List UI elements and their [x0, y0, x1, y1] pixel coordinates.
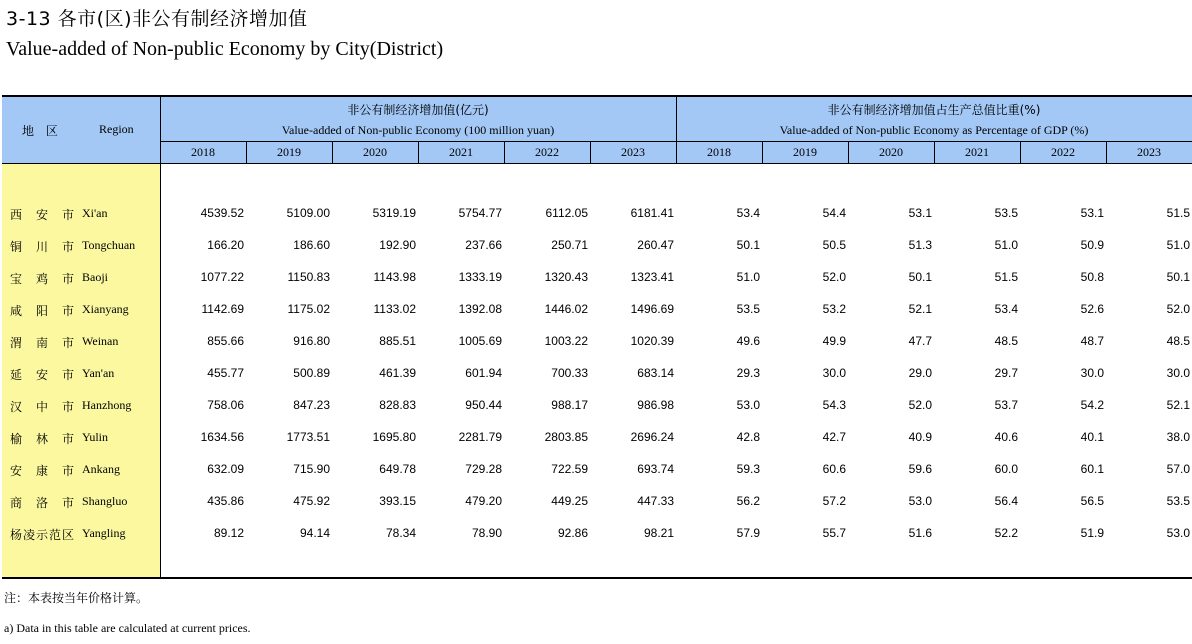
value-cell: 1133.02 — [373, 302, 416, 316]
value-cell: 1333.19 — [458, 270, 502, 284]
year-divider-rule — [504, 141, 505, 163]
percentage-cell: 59.3 — [736, 462, 760, 476]
year-header-cell: 2020 — [363, 145, 387, 159]
region-name-cn: 杨凌示范区 — [10, 528, 74, 542]
value-cell: 5754.77 — [458, 206, 502, 220]
group1-header-cn: 非公有制经济增加值(亿元) — [347, 103, 489, 117]
table-row — [0, 394, 1192, 416]
region-name-cn: 渭南市 — [10, 336, 74, 350]
year-divider-rule — [1020, 141, 1021, 163]
table-row — [0, 522, 1192, 544]
region-name-en: Yulin — [82, 430, 109, 444]
table-row — [0, 490, 1192, 512]
percentage-cell: 53.0 — [908, 494, 932, 508]
percentage-cell: 51.0 — [1166, 238, 1190, 252]
percentage-cell: 53.5 — [994, 206, 1018, 220]
percentage-cell: 50.1 — [736, 238, 760, 252]
value-cell: 1143.98 — [373, 270, 416, 284]
value-cell: 461.39 — [379, 366, 416, 380]
table-row — [0, 458, 1192, 480]
percentage-cell: 52.0 — [1166, 302, 1190, 316]
value-cell: 885.51 — [379, 334, 416, 348]
year-header-cell: 2023 — [621, 145, 645, 159]
value-cell: 1634.56 — [200, 430, 244, 444]
percentage-cell: 42.8 — [736, 430, 760, 444]
percentage-cell: 52.0 — [822, 270, 846, 284]
table-row — [0, 362, 1192, 384]
percentage-cell: 55.7 — [822, 526, 846, 540]
table-row — [0, 266, 1192, 288]
region-name-cn: 汉中市 — [10, 400, 74, 414]
year-divider-rule — [848, 141, 849, 163]
value-cell: 758.06 — [207, 398, 244, 412]
percentage-cell: 57.2 — [822, 494, 846, 508]
percentage-cell: 59.6 — [908, 462, 932, 476]
year-header-cell: 2018 — [191, 145, 215, 159]
percentage-cell: 53.1 — [908, 206, 932, 220]
region-name-cn: 西安市 — [10, 208, 74, 222]
year-divider-rule — [762, 141, 763, 163]
percentage-cell: 54.2 — [1080, 398, 1104, 412]
region-name-en: Yangling — [82, 526, 126, 540]
percentage-cell: 53.4 — [736, 206, 760, 220]
value-cell: 632.09 — [207, 462, 244, 476]
value-cell: 715.90 — [293, 462, 330, 476]
year-header-cell: 2021 — [965, 145, 989, 159]
percentage-cell: 51.0 — [736, 270, 760, 284]
percentage-cell: 40.9 — [908, 430, 932, 444]
value-cell: 729.28 — [465, 462, 502, 476]
year-divider-rule — [590, 141, 591, 163]
region-name-en: Ankang — [82, 462, 120, 476]
year-header-cell: 2022 — [535, 145, 559, 159]
region-header-cn: 地 区 — [22, 124, 62, 138]
region-name-en: Weinan — [82, 334, 119, 348]
value-cell: 1020.39 — [630, 334, 674, 348]
table-row — [0, 426, 1192, 448]
percentage-cell: 53.7 — [994, 398, 1018, 412]
value-cell: 1175.02 — [287, 302, 330, 316]
percentage-cell: 52.2 — [994, 526, 1018, 540]
percentage-cell: 52.1 — [908, 302, 932, 316]
header-bottom-rule — [2, 163, 1192, 164]
percentage-cell: 48.7 — [1080, 334, 1104, 348]
percentage-cell: 53.2 — [822, 302, 846, 316]
value-cell: 601.94 — [465, 366, 502, 380]
value-cell: 649.78 — [379, 462, 416, 476]
percentage-cell: 60.6 — [822, 462, 846, 476]
region-header-en: Region — [99, 122, 134, 136]
percentage-cell: 57.9 — [736, 526, 760, 540]
percentage-cell: 52.1 — [1166, 398, 1190, 412]
value-cell: 2281.79 — [458, 430, 502, 444]
percentage-cell: 51.3 — [908, 238, 932, 252]
percentage-cell: 29.7 — [994, 366, 1018, 380]
percentage-cell: 29.3 — [736, 366, 760, 380]
percentage-cell: 51.5 — [1166, 206, 1190, 220]
year-header-cell: 2023 — [1137, 145, 1161, 159]
value-cell: 260.47 — [637, 238, 674, 252]
value-cell: 237.66 — [465, 238, 502, 252]
value-cell: 1446.02 — [544, 302, 588, 316]
percentage-cell: 54.3 — [822, 398, 846, 412]
percentage-cell: 48.5 — [1166, 334, 1190, 348]
value-cell: 1392.08 — [458, 302, 502, 316]
table-row — [0, 330, 1192, 352]
percentage-cell: 51.9 — [1080, 526, 1104, 540]
region-name-cn: 延安市 — [10, 368, 74, 382]
value-cell: 500.89 — [293, 366, 330, 380]
value-cell: 855.66 — [207, 334, 244, 348]
value-cell: 1496.69 — [630, 302, 674, 316]
value-cell: 1003.22 — [544, 334, 588, 348]
value-cell: 455.77 — [207, 366, 244, 380]
page-title-cn: 3-13 各市(区)非公有制经济增加值 — [6, 8, 308, 30]
percentage-cell: 50.1 — [1166, 270, 1190, 284]
percentage-cell: 53.0 — [1166, 526, 1190, 540]
value-cell: 479.20 — [465, 494, 502, 508]
value-cell: 6181.41 — [630, 206, 674, 220]
percentage-cell: 29.0 — [908, 366, 932, 380]
value-cell: 186.60 — [293, 238, 330, 252]
year-header-cell: 2020 — [879, 145, 903, 159]
year-divider-rule — [246, 141, 247, 163]
table-row — [0, 298, 1192, 320]
value-cell: 1320.43 — [544, 270, 588, 284]
year-divider-rule — [934, 141, 935, 163]
table-row — [0, 202, 1192, 224]
value-cell: 250.71 — [551, 238, 588, 252]
value-cell: 435.86 — [207, 494, 244, 508]
value-cell: 5319.19 — [372, 206, 416, 220]
value-cell: 1150.83 — [287, 270, 330, 284]
value-cell: 5109.00 — [286, 206, 330, 220]
value-cell: 986.98 — [637, 398, 674, 412]
percentage-cell: 50.1 — [908, 270, 932, 284]
year-header-cell: 2022 — [1051, 145, 1075, 159]
percentage-cell: 40.1 — [1080, 430, 1104, 444]
value-cell: 447.33 — [637, 494, 674, 508]
value-cell: 683.14 — [637, 366, 674, 380]
percentage-cell: 51.0 — [994, 238, 1018, 252]
table-row — [0, 234, 1192, 256]
year-header-cell: 2021 — [449, 145, 473, 159]
percentage-cell: 38.0 — [1166, 430, 1190, 444]
percentage-cell: 47.7 — [908, 334, 932, 348]
value-cell: 92.86 — [557, 526, 588, 540]
value-cell: 1695.80 — [372, 430, 416, 444]
table-bottom-rule — [2, 577, 1192, 579]
percentage-cell: 49.9 — [822, 334, 846, 348]
value-cell: 1773.51 — [286, 430, 330, 444]
value-cell: 847.23 — [293, 398, 330, 412]
value-cell: 98.21 — [643, 526, 674, 540]
percentage-cell: 56.5 — [1080, 494, 1104, 508]
percentage-cell: 40.6 — [994, 430, 1018, 444]
region-name-en: Yan'an — [82, 366, 115, 380]
year-header-cell: 2019 — [277, 145, 301, 159]
percentage-cell: 53.5 — [1166, 494, 1190, 508]
group2-header-en: Value-added of Non-public Economy as Percentage of GDP (%) — [779, 123, 1089, 137]
value-cell: 2803.85 — [544, 430, 588, 444]
percentage-cell: 49.6 — [736, 334, 760, 348]
percentage-cell: 52.6 — [1080, 302, 1104, 316]
region-name-cn: 铜川市 — [10, 240, 74, 254]
percentage-cell: 50.5 — [822, 238, 846, 252]
value-cell: 449.25 — [551, 494, 588, 508]
value-cell: 1077.22 — [200, 270, 244, 284]
value-cell: 6112.05 — [545, 206, 588, 220]
footnote-cn: 注：本表按当年价格计算。 — [4, 591, 149, 605]
region-name-en: Xianyang — [82, 302, 129, 316]
value-cell: 1323.41 — [630, 270, 674, 284]
group2-header-cn: 非公有制经济增加值占生产总值比重(%) — [827, 103, 1041, 117]
region-name-cn: 商洛市 — [10, 496, 74, 510]
group1-header-en: Value-added of Non-public Economy (100 million yuan) — [281, 123, 555, 137]
percentage-cell: 50.9 — [1080, 238, 1104, 252]
value-cell: 78.90 — [471, 526, 502, 540]
table-top-rule — [2, 95, 1192, 97]
value-cell: 828.83 — [379, 398, 416, 412]
value-cell: 89.12 — [213, 526, 244, 540]
percentage-cell: 30.0 — [1080, 366, 1104, 380]
year-header-cell: 2019 — [793, 145, 817, 159]
percentage-cell: 30.0 — [822, 366, 846, 380]
percentage-cell: 56.2 — [736, 494, 760, 508]
value-cell: 916.80 — [293, 334, 330, 348]
percentage-cell: 51.6 — [908, 526, 932, 540]
region-name-en: Shangluo — [82, 494, 128, 508]
value-cell: 78.34 — [385, 526, 416, 540]
percentage-cell: 53.0 — [736, 398, 760, 412]
region-name-cn: 安康市 — [10, 464, 74, 478]
percentage-cell: 42.7 — [822, 430, 846, 444]
value-cell: 192.90 — [379, 238, 416, 252]
value-cell: 393.15 — [379, 494, 416, 508]
value-cell: 166.20 — [207, 238, 244, 252]
page-title-en: Value-added of Non-public Economy by City(District) — [6, 38, 444, 60]
percentage-cell: 50.8 — [1080, 270, 1104, 284]
region-name-en: Tongchuan — [82, 238, 136, 252]
percentage-cell: 60.0 — [994, 462, 1018, 476]
percentage-cell: 48.5 — [994, 334, 1018, 348]
region-name-cn: 咸阳市 — [10, 304, 74, 318]
year-divider-rule — [418, 141, 419, 163]
value-cell: 475.92 — [293, 494, 330, 508]
percentage-cell: 52.0 — [908, 398, 932, 412]
percentage-cell: 30.0 — [1166, 366, 1190, 380]
value-cell: 94.14 — [299, 526, 330, 540]
year-divider-rule — [1106, 141, 1107, 163]
percentage-cell: 53.5 — [736, 302, 760, 316]
region-name-cn: 榆林市 — [10, 432, 74, 446]
value-cell: 693.74 — [637, 462, 674, 476]
value-cell: 2696.24 — [630, 430, 674, 444]
year-header-cell: 2018 — [707, 145, 731, 159]
value-cell: 1142.69 — [201, 302, 244, 316]
percentage-cell: 60.1 — [1080, 462, 1104, 476]
year-divider-rule — [332, 141, 333, 163]
value-cell: 4539.52 — [200, 206, 244, 220]
footnote-en: a) Data in this table are calculated at current prices. — [4, 621, 251, 635]
value-cell: 722.59 — [551, 462, 588, 476]
region-name-en: Xi'an — [82, 206, 108, 220]
value-cell: 950.44 — [465, 398, 502, 412]
region-name-en: Hanzhong — [82, 398, 132, 412]
percentage-cell: 53.1 — [1080, 206, 1104, 220]
percentage-cell: 51.5 — [994, 270, 1018, 284]
region-name-en: Baoji — [82, 270, 108, 284]
percentage-cell: 57.0 — [1166, 462, 1190, 476]
percentage-cell: 54.4 — [822, 206, 846, 220]
percentage-cell: 56.4 — [994, 494, 1018, 508]
value-cell: 1005.69 — [458, 334, 502, 348]
value-cell: 700.33 — [551, 366, 588, 380]
region-name-cn: 宝鸡市 — [10, 272, 74, 286]
value-cell: 988.17 — [551, 398, 588, 412]
percentage-cell: 53.4 — [994, 302, 1018, 316]
